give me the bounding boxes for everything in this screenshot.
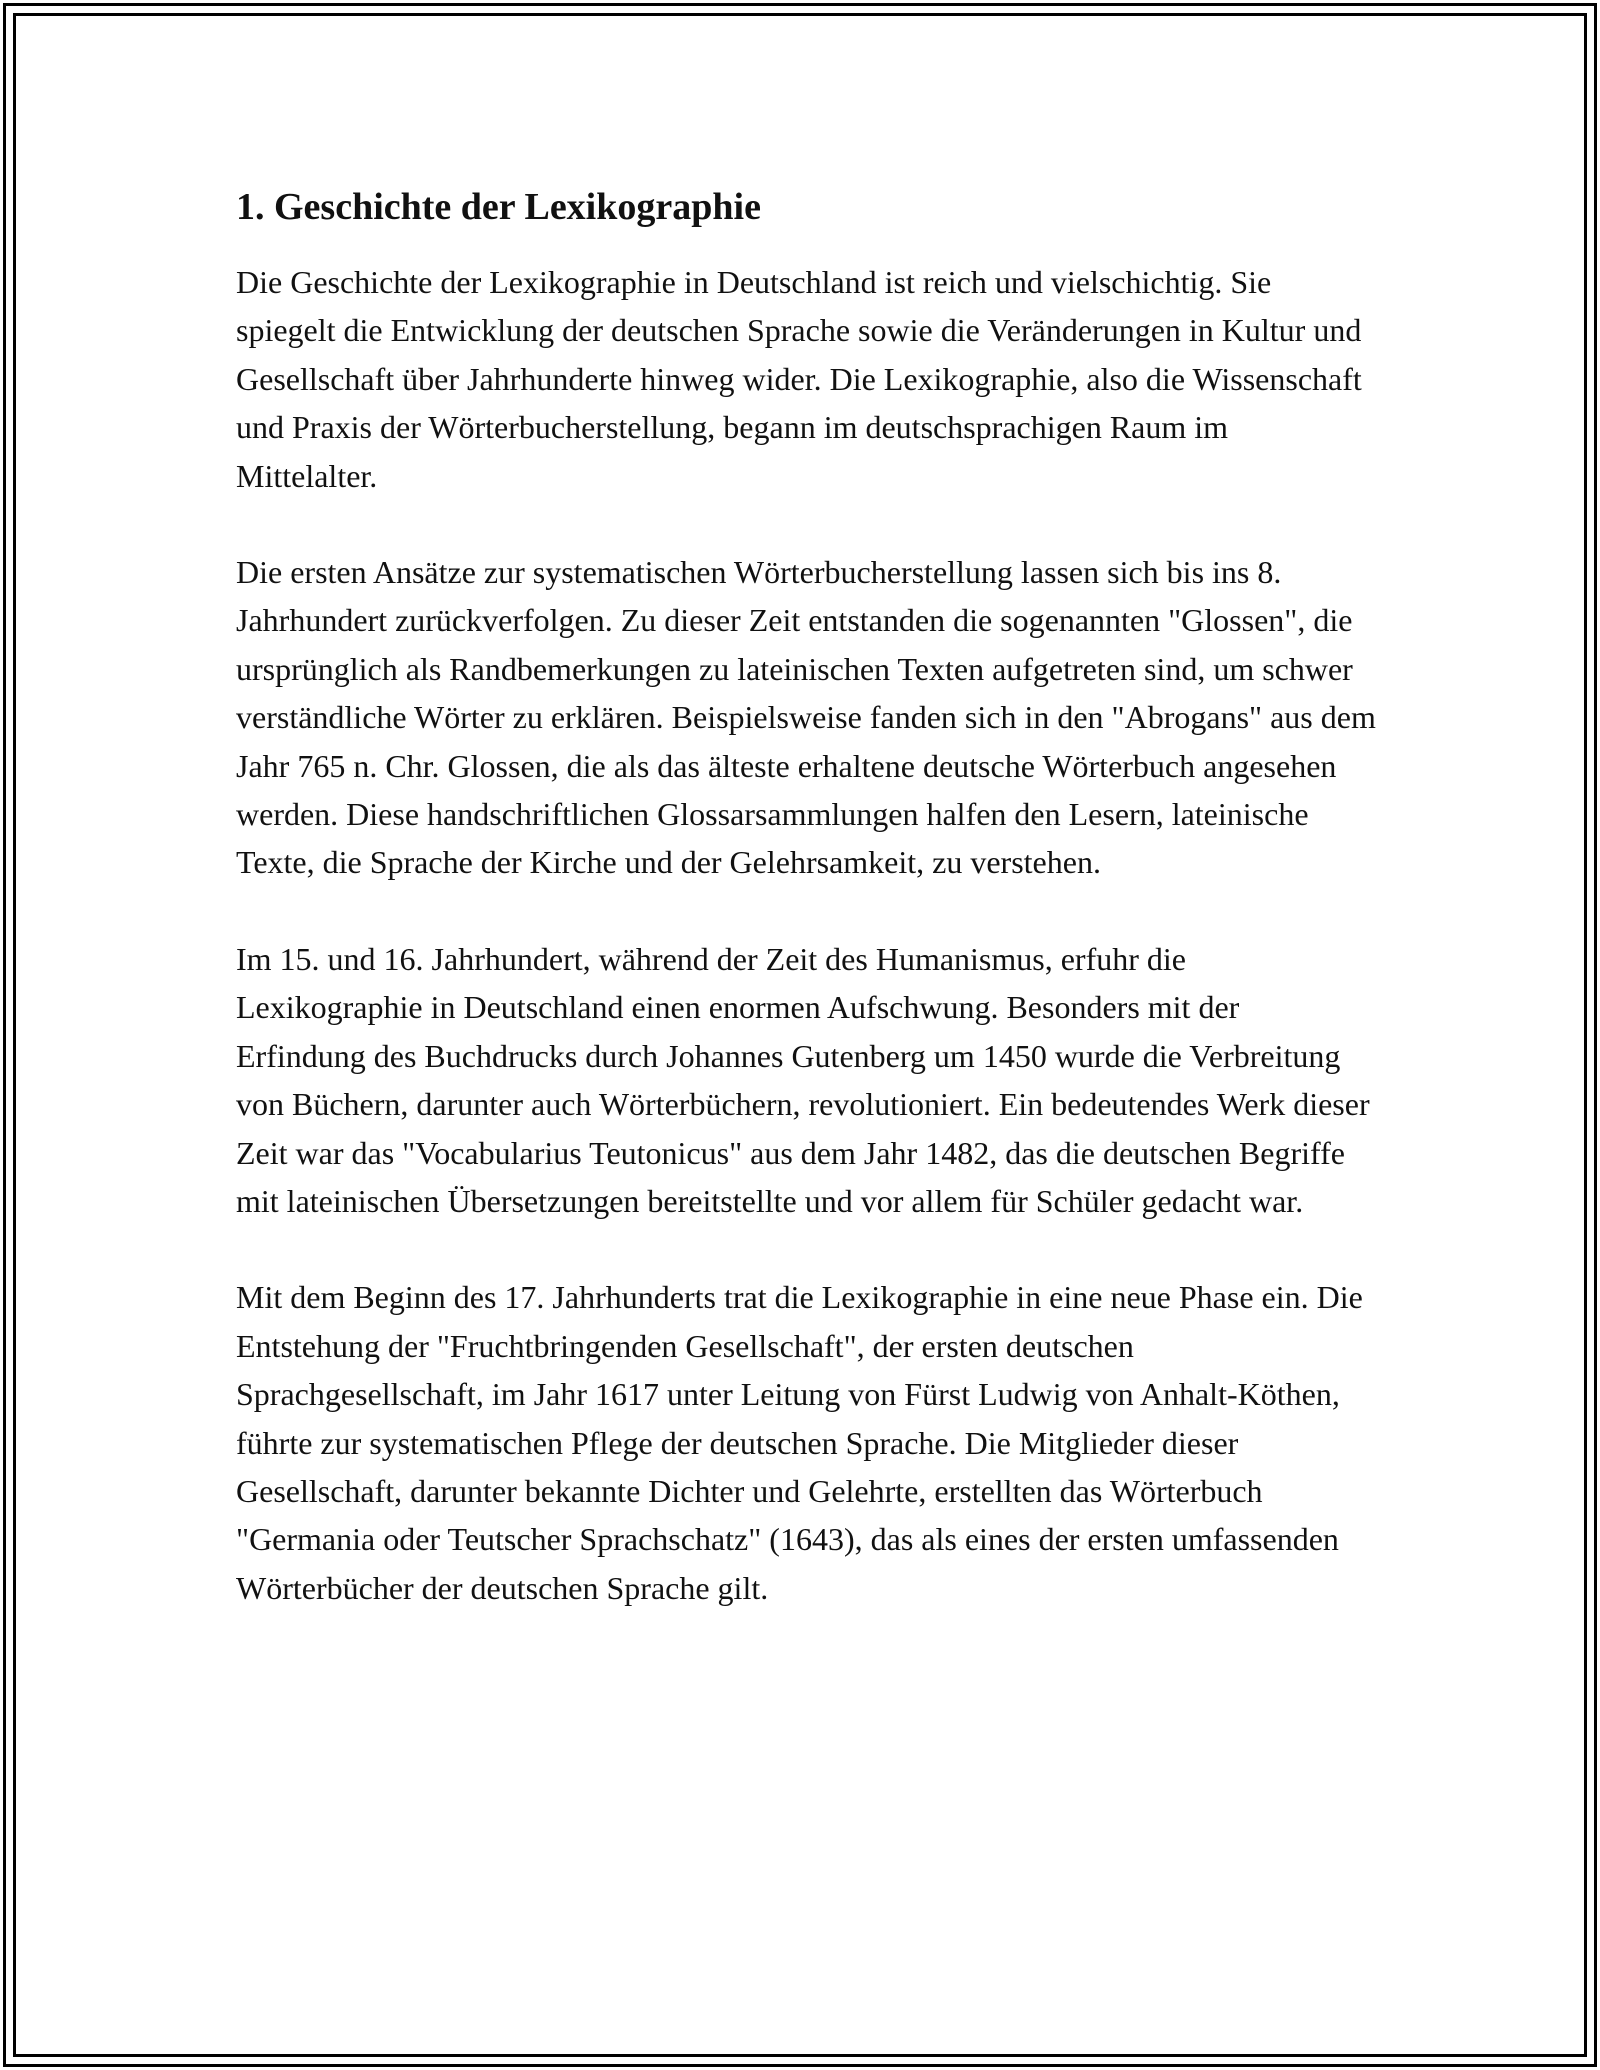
paragraph-glossen: Die ersten Ansätze zur systematischen Wörterbucherstellung lassen sich bis ins 8. Jahrhundert zurückverfolgen. Zu dieser Zeit entstanden die sogenannten "Glossen", die ursprünglich als Randbemerkungen zu lateinischen Texten aufgetreten sind, um schwer verständliche Wörter zu erklären. Beispielsweise fanden sich in den "Abrogans" aus dem Jahr 765 n. Chr. Glossen, die als das älteste erhaltene deutsche Wörterbuch angesehen werden. Diese handschriftlichen Glossarsammlungen halfen den Lesern, lateinische Texte, die Sprache der Kirche und der Gelehrsamkeit, zu verstehen. [236,554,1376,881]
paragraph-17-jahrhundert: Mit dem Beginn des 17. Jahrhunderts trat die Lexikographie in eine neue Phase ein. Die Entstehung der "Fruchtbringenden Gesellschaft", der ersten deutschen Sprachgesellschaft, im Jahr 1617 unter Leitung von Fürst Ludwig von Anhalt-Köthen, führte zur systematischen Pflege der deutschen Sprache. Die Mitglieder dieser Gesellschaft, darunter bekannte Dichter und Gelehrte, erstellten das Wörterbuch "Germania oder Teutscher Sprachschatz" (1643), das als eines der ersten umfassenden Wörterbücher der deutschen Sprache gilt. [236,1279,1363,1606]
document-body [236,184,1376,1660]
section-heading: 1. Geschichte der Lexikographie [236,186,761,228]
paragraph-introduction: Die Geschichte der Lexikographie in Deutschland ist reich und vielschichtig. Sie spiegelt die Entwicklung der deutschen Sprache sowie die Veränderungen in Kultur und Gesellschaft über Jahrhunderte hinweg wider. Die Lexikographie, also die Wissenschaft und Praxis der Wörterbucherstellung, begann im deutschsprachigen Raum im Mittelalter. [236,264,1362,494]
paragraph-humanismus: Im 15. und 16. Jahrhundert, während der Zeit des Humanismus, erfuhr die Lexikographie in Deutschland einen enormen Aufschwung. Besonders mit der Erfindung des Buchdrucks durch Johannes Gutenberg um 1450 wurde die Verbreitung von Büchern, darunter auch Wörterbüchern, revolutioniert. Ein bedeutendes Werk dieser Zeit war das "Vocabularius Teutonicus" aus dem Jahr 1482, das die deutschen Begriffe mit lateinischen Übersetzungen bereitstellte und vor allem für Schüler gedacht war. [236,940,1370,1219]
